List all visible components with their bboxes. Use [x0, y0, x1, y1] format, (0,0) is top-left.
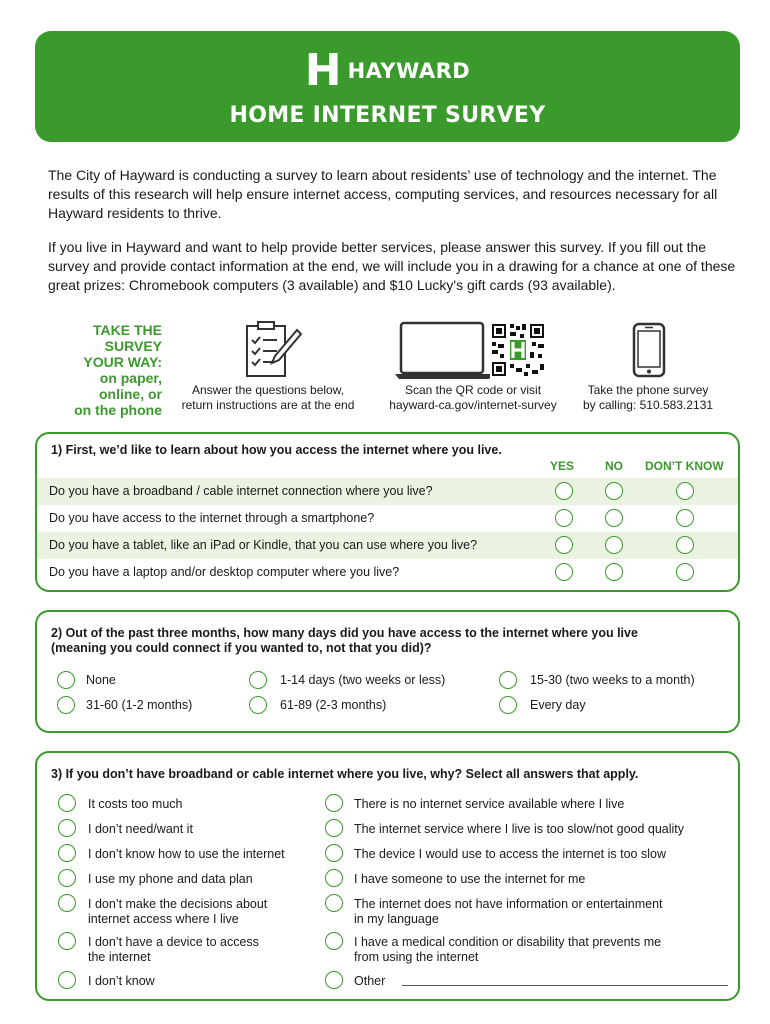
method-text: Take the phone survey: [587, 383, 709, 397]
take-line: TAKE THE: [93, 322, 162, 338]
hayward-logo: [35, 45, 740, 96]
row-label: Do you have access to the internet through a smartphone?: [49, 511, 375, 525]
method-text: by calling: 510.583.2131: [582, 398, 714, 412]
row-label: Do you have a tablet, like an iPad or Kindle, that you can use where you live?: [49, 538, 478, 552]
question-2-title: [51, 626, 638, 656]
question-1-title: 1) First, we’d like to learn about how you access the internet where you live.: [51, 443, 502, 457]
take-survey-callout: [48, 322, 162, 418]
table-row: [37, 532, 738, 559]
checkbox-other[interactable]: [325, 971, 343, 989]
method-online: [372, 383, 574, 413]
option-label: The device I would use to access the internet is too slow: [354, 847, 666, 861]
radio-no[interactable]: [605, 563, 623, 581]
option-label: I have someone to use the internet for me: [354, 872, 586, 886]
radio-yes[interactable]: [555, 482, 573, 500]
radio-15-30-days[interactable]: [499, 671, 517, 689]
logo-letter: H: [304, 45, 342, 96]
checkbox-someone-else[interactable]: [325, 869, 343, 887]
option-label: 31-60 (1-2 months): [86, 698, 193, 712]
option-label: I don’t need/want it: [88, 822, 193, 836]
option-label: It costs too much: [88, 797, 183, 811]
question-2-title-line: 2) Out of the past three months, how many days did you have access to the internet where you live: [51, 626, 638, 640]
method-text: return instructions are at the end: [181, 398, 355, 412]
option-label: I don’t have a device to access the internet: [88, 935, 259, 964]
method-paper: [170, 383, 366, 413]
option-label: 1-14 days (two weeks or less): [280, 673, 446, 687]
table-row: [37, 478, 738, 505]
checkbox-no-device[interactable]: [58, 932, 76, 950]
checkbox-costs-too-much[interactable]: [58, 794, 76, 812]
option-label: I have a medical condition or disability that prevents me from using the internet: [354, 935, 662, 964]
radio-yes[interactable]: [555, 509, 573, 527]
radio-yes[interactable]: [555, 536, 573, 554]
checkbox-medical-condition[interactable]: [325, 932, 343, 950]
radio-31-60-days[interactable]: [57, 696, 75, 714]
option-label: Every day: [530, 698, 586, 712]
radio-dont-know[interactable]: [676, 536, 694, 554]
question-2-section: [35, 610, 740, 733]
take-line: online, or: [99, 386, 162, 402]
table-row: [37, 559, 738, 586]
radio-no[interactable]: [605, 509, 623, 527]
checkbox-language[interactable]: [325, 894, 343, 912]
radio-yes[interactable]: [555, 563, 573, 581]
checkbox-device-too-slow[interactable]: [325, 844, 343, 862]
option-label: The internet service where I live is too slow/not good quality: [354, 822, 685, 836]
checkbox-service-too-slow[interactable]: [325, 819, 343, 837]
method-text: Answer the questions below,: [191, 383, 345, 397]
option-label: I don’t make the decisions about internet access where I live: [88, 897, 268, 926]
method-text: hayward-ca.gov/internet-survey: [389, 398, 557, 412]
radio-no[interactable]: [605, 482, 623, 500]
laptop-icon: [393, 320, 495, 382]
column-yes: YES: [550, 459, 575, 473]
checkbox-dont-know-how[interactable]: [58, 844, 76, 862]
checkbox-phone-data[interactable]: [58, 869, 76, 887]
checkbox-dont-need[interactable]: [58, 819, 76, 837]
row-label: Do you have a broadband / cable internet connection where you live?: [49, 484, 433, 498]
option-label: There is no internet service available where I live: [354, 797, 625, 811]
table-row: [37, 505, 738, 532]
checkbox-no-service-available[interactable]: [325, 794, 343, 812]
page-title: HOME INTERNET SURVEY: [229, 103, 546, 128]
logo-text: HAYWARD: [347, 59, 471, 83]
option-label: None: [86, 673, 116, 687]
option-label: 61-89 (2-3 months): [280, 698, 387, 712]
intro-paragraph-2: If you live in Hayward and want to help provide better services, please answer this survey. If you fill out the survey and provide contact information at the end, we will include you in a drawing for a chance at one of these great prizes: Chromebook computers (3 available) and $10 Lucky's gift cards (93 available).: [48, 239, 736, 293]
other-text-input[interactable]: [402, 985, 728, 986]
question-2-title-line: (meaning you could connect if you wanted to, not that you did)?: [51, 641, 432, 655]
take-line: YOUR WAY:: [83, 354, 162, 370]
take-line: on paper,: [99, 370, 162, 386]
column-dont-know: DON’T KNOW: [645, 459, 724, 473]
radio-dont-know[interactable]: [676, 482, 694, 500]
method-phone: [574, 383, 722, 413]
question-3-section: [35, 751, 740, 1001]
clipboard-icon: [243, 320, 303, 380]
radio-dont-know[interactable]: [676, 509, 694, 527]
radio-1-14-days[interactable]: [249, 671, 267, 689]
intro-paragraph-1: The City of Hayward is conducting a survey to learn about residents’ use of technology and the internet. The results of this research will help ensure internet access, computing services, and resources necessary for all Hayward residents to thrive.: [48, 167, 718, 221]
option-label: 15-30 (two weeks to a month): [530, 673, 695, 687]
radio-dont-know[interactable]: [676, 563, 694, 581]
option-label: Other: [354, 974, 386, 988]
option-label: The internet does not have information or entertainment in my language: [354, 897, 663, 926]
survey-header: [35, 31, 740, 142]
question-1-section: [35, 432, 740, 592]
radio-every-day[interactable]: [499, 696, 517, 714]
radio-61-89-days[interactable]: [249, 696, 267, 714]
column-no: NO: [605, 459, 623, 473]
checkbox-dont-know[interactable]: [58, 971, 76, 989]
option-label: I don’t know: [88, 974, 155, 988]
qr-code-icon: [490, 322, 546, 378]
take-line: on the phone: [74, 402, 162, 418]
question-3-title: 3) If you don’t have broadband or cable internet where you live, why? Select all answers that apply.: [51, 767, 639, 781]
checkbox-not-decision-maker[interactable]: [58, 894, 76, 912]
radio-no[interactable]: [605, 536, 623, 554]
phone-icon: [632, 322, 666, 378]
option-label: I use my phone and data plan: [88, 872, 253, 886]
take-line: SURVEY: [104, 338, 162, 354]
option-label: I don’t know how to use the internet: [88, 847, 285, 861]
method-text: Scan the QR code or visit: [404, 383, 542, 397]
row-label: Do you have a laptop and/or desktop computer where you live?: [49, 565, 400, 579]
radio-none[interactable]: [57, 671, 75, 689]
